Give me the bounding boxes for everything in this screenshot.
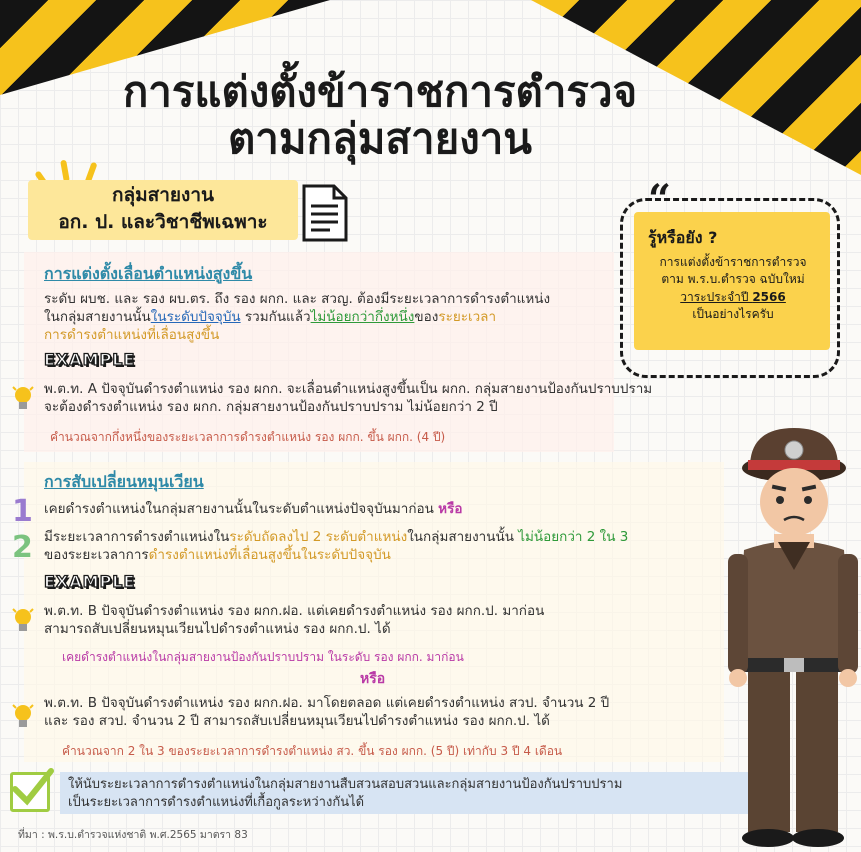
- example-label-2: EXAMPLE: [44, 572, 136, 591]
- example-label-1: EXAMPLE: [44, 350, 136, 369]
- know-line-4: เป็นอย่างไรครับ: [692, 307, 774, 322]
- item-number-1: 1: [12, 494, 33, 529]
- promotion-b-green: ไม่น้อยกว่ากึ่งหนึ่ง: [310, 309, 415, 326]
- item-2-line-1: [44, 528, 724, 546]
- item-2-green: ไม่น้อยกว่า 2 ใน 3: [518, 529, 629, 545]
- example-3-line-2: และ รอง สวป. จำนวน 2 ปี สามารถสับเปลี่ยนหมุนเวียนไปดำรงตำแหน่ง รอง ผกก.ป. ได้: [44, 713, 550, 730]
- item-1-or: หรือ: [438, 501, 463, 517]
- lightbulb-icon: [12, 702, 34, 732]
- did-you-know-text: [640, 254, 826, 324]
- quote-icon: “: [648, 176, 672, 223]
- section-promotion-heading: การแต่งตั้งเลื่อนตำแหน่งสูงขึ้น: [44, 264, 253, 283]
- know-line-1: การแต่งตั้งข้าราชการตำรวจ: [659, 255, 807, 269]
- promotion-line-a: ระดับ ผบช. และ รอง ผบ.ตร. ถึง รอง ผกก. และ สวญ. ต้องมีระยะเวลาการดำรงตำแหน่ง: [44, 291, 551, 307]
- example-1-note: คำนวณจากกึ่งหนึ่งของระยะเวลาการดำรงตำแหน่ง รอง ผกก. ขึ้น ผกก. (4 ปี): [50, 430, 446, 444]
- example-2-text: [44, 602, 704, 638]
- item-2-b: ในกลุ่มสายงานนั้น: [407, 529, 519, 545]
- bottom-line-1: ให้นับระยะเวลาการดำรงตำแหน่งในกลุ่มสายงานสืบสวนสอบสวนและกลุ่มสายงานป้องกันปราบปราม: [68, 777, 623, 792]
- example-3-line-1: พ.ต.ท. B ปัจจุบันดำรงตำแหน่ง รอง ผกก.ฝอ. มาโดยตลอด แต่เคยดำรงตำแหน่ง สวป. จำนวน 2 ปี: [44, 695, 610, 711]
- example-3-note: คำนวณจาก 2 ใน 3 ของระยะเวลาการดำรงตำแหน่ง สว. ขึ้น รอง ผกก. (5 ปี) เท่ากับ 3 ปี 4 เดือน: [62, 744, 563, 758]
- section-rotation-heading: การสับเปลี่ยนหมุนเวียน: [44, 472, 204, 491]
- rotation-item-2: [44, 528, 724, 564]
- example-2-note: เคยดำรงตำแหน่งในกลุ่มสายงานป้องกันปราบปราม ในระดับ รอง ผกก. มาก่อน: [62, 650, 464, 664]
- example-1-line-2: จะต้องดำรงตำแหน่ง รอง ผกก. กลุ่มสายงานป้องกันปราบปราม ไม่น้อยกว่า 2 ปี: [44, 399, 498, 416]
- rotation-item-1: [44, 500, 724, 518]
- bottom-note-text: [68, 776, 758, 811]
- example-1-text: [44, 380, 764, 416]
- example-3-text: [44, 694, 724, 730]
- lightbulb-icon: [12, 606, 34, 636]
- promotion-b-orange: ระยะเวลา: [438, 309, 497, 326]
- did-you-know-title: รู้หรือยัง ?: [648, 228, 718, 247]
- group-line-1: กลุ่มสายงาน: [111, 184, 214, 206]
- item-2-orange-2: ดำรงตำแหน่งที่เลื่อนสูงขึ้นในระดับปัจจุบัน: [148, 547, 391, 564]
- promotion-b-mid: รวมกันแล้ว: [240, 309, 311, 326]
- source-citation: ที่มา : พ.ร.บ.ตำรวจแห่งชาติ พ.ศ.2565 มาตรา 83: [18, 829, 248, 841]
- know-year: 2566: [752, 289, 786, 304]
- lightbulb-icon: [12, 384, 34, 414]
- item-1-text: เคยดำรงตำแหน่งในกลุ่มสายงานนั้นในระดับตำแหน่งปัจจุบันมาก่อน: [44, 501, 439, 517]
- promotion-line-c: การดำรงตำแหน่งที่เลื่อนสูงขึ้น: [44, 327, 220, 344]
- or-divider: หรือ: [360, 671, 386, 687]
- example-1-line-1: พ.ต.ท. A ปัจจุบันดำรงตำแหน่ง รอง ผกก. จะเลื่อนตำแหน่งสูงขึ้นเป็น ผกก. กลุ่มสายงานป้องกันปราบปราม: [44, 381, 653, 397]
- example-2-line-2: สามารถสับเปลี่ยนหมุนเวียนไปดำรงตำแหน่ง รอง ผกก.ป. ได้: [44, 621, 391, 638]
- document-icon: [300, 180, 352, 244]
- promotion-b-link: ในระดับปัจจุบัน: [150, 309, 241, 326]
- item-2-a: มีระยะเวลาการดำรงตำแหน่งใน: [44, 529, 230, 545]
- promotion-line-b: [44, 308, 614, 326]
- example-2-line-1: พ.ต.ท. B ปัจจุบันดำรงตำแหน่ง รอง ผกก.ฝอ. แต่เคยดำรงตำแหน่ง รอง ผกก.ป. มาก่อน: [44, 603, 545, 619]
- title-line-2: ตามกลุ่มสายงาน: [227, 114, 533, 164]
- bottom-line-2: เป็นระยะเวลาการดำรงตำแหน่งที่เกื้อกูลระหว่างกันได้: [68, 794, 365, 810]
- title-line-1: การแต่งตั้งข้าราชการตำรวจ: [122, 67, 638, 116]
- item-number-2: 2: [12, 530, 33, 565]
- item-2-orange: ระดับถัดลงไป 2 ระดับตำแหน่ง: [229, 529, 408, 545]
- item-2-line-2: [44, 546, 724, 564]
- page-title: [80, 68, 680, 162]
- section-promotion-text: [44, 290, 614, 345]
- know-line-3-prefix: วาระประจำปี: [680, 289, 753, 304]
- know-line-2: ตาม พ.ร.บ.ตำรวจ ฉบับใหม่: [661, 272, 805, 287]
- promotion-b-start: ในกลุ่มสายงานนั้น: [44, 309, 151, 326]
- checkmark-icon: [10, 772, 50, 812]
- promotion-b-of: ของ: [414, 309, 439, 326]
- group-tag: [28, 180, 298, 240]
- group-line-2: อก. ป. และวิชาชีพเฉพาะ: [58, 210, 268, 233]
- police-officer-illustration: [722, 420, 861, 850]
- item-2-c: ของระยะเวลาการ: [44, 547, 149, 564]
- know-line-3: [640, 289, 826, 306]
